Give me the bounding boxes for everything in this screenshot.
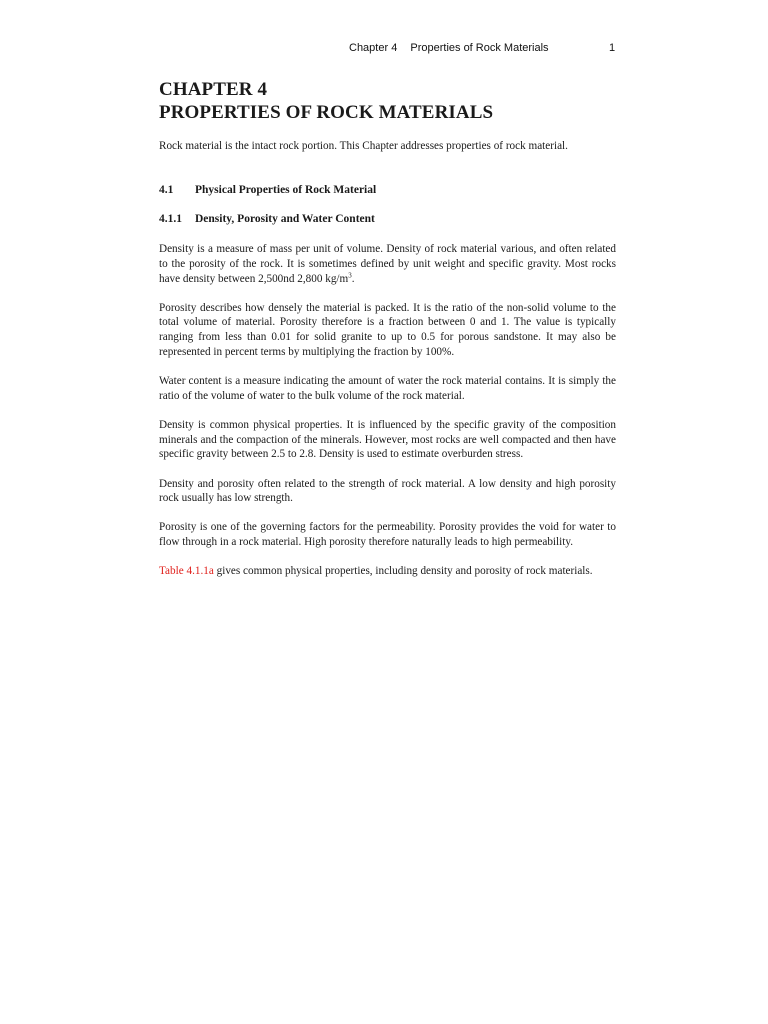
paragraph-table-reference (159, 564, 616, 579)
chapter-title (159, 78, 616, 124)
chapter-name: PROPERTIES OF ROCK MATERIALS (159, 102, 494, 123)
paragraph-porosity: Porosity describes how densely the material is packed. It is the ratio of the non-solid volume to the total volume of material. Porosity therefore is a fraction between 0 and 1. The value is typically ranging from less than 0.01 for solid granite to up to 0.5 for porous sandstone. It may also be represented in percent terms by multiplying the fraction by 100%. (159, 301, 616, 358)
section-number: 4.1 (159, 183, 174, 196)
paragraph-strength: Density and porosity often related to the strength of rock material. A low density and high porosity rock usually has low strength. (159, 477, 616, 505)
paragraph-text-end: . (351, 272, 355, 285)
page-number: 1 (609, 42, 616, 54)
document-body (159, 78, 616, 594)
chapter-number: CHAPTER 4 (159, 79, 268, 100)
header-chapter: Chapter 4 (349, 42, 398, 54)
paragraph-text: Density is a measure of mass per unit of volume. Density of rock material various, and often related to the porosity of the rock. It is sometimes defined by unit weight and specific gravity. Most rocks have density between 2,500nd 2,800 kg/m (159, 243, 616, 285)
paragraph-density-properties: Density is common physical properties. It is influenced by the specific gravity of the composition minerals and the compaction of the minerals. However, most rocks are well compacted and then have specific gravity between 2.5 to 2.8. Density is used to estimate overburden stress. (159, 418, 616, 461)
paragraph-permeability: Porosity is one of the governing factors for the permeability. Porosity provides the void for water to flow through in a rock material. High porosity therefore naturally leads to high permeability. (159, 521, 616, 549)
table-link[interactable]: Table 4.1.1a (159, 565, 214, 578)
header-title: Properties of Rock Materials (410, 42, 549, 54)
section-heading-4-1 (159, 183, 616, 198)
running-header (349, 42, 549, 54)
section-heading-4-1-1 (159, 212, 616, 227)
paragraph-density (159, 242, 616, 286)
section-title: Density, Porosity and Water Content (195, 213, 375, 226)
section-number: 4.1.1 (159, 213, 182, 226)
paragraph-water-content: Water content is a measure indicating the amount of water the rock material contains. It is simply the ratio of the volume of water to the bulk volume of the rock material. (159, 375, 616, 402)
intro-paragraph: Rock material is the intact rock portion. This Chapter addresses properties of rock material. (159, 140, 568, 152)
paragraph-text: gives common physical properties, including density and porosity of rock materials. (213, 565, 593, 578)
superscript: 3 (348, 270, 352, 279)
section-title: Physical Properties of Rock Material (195, 183, 377, 196)
